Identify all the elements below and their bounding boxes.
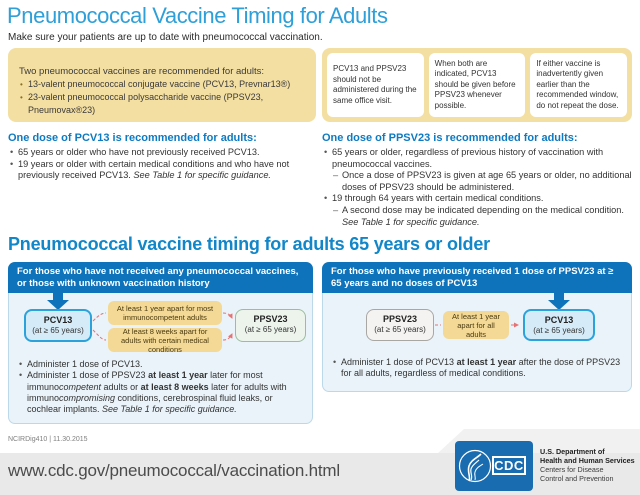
route-label-medical-conditions: At least 8 weeks apart for adults with certain medical conditions (108, 328, 222, 352)
down-arrow-icon (47, 293, 69, 310)
intro-vaccine-bullet: • 13-valent pneumococcal conjugate vaccine (PCV13, Prevnar13®) (19, 78, 310, 91)
intro-notes-card (322, 48, 632, 122)
panel-bullet: • Administer 1 dose of PPSV23 at least 1 year later for most immunocompetent adults or at least 8 weeks later for adults with immunocompromising conditions, cerebrospinal fluid leaks, or cochlear implants. See Table 1 for specific guidance. (17, 370, 306, 415)
ppsv23-box (366, 309, 434, 341)
intro-vaccine-bullet: • 23-valent pneumococcal polysaccharide vaccine (PPSV23, Pneumovax®23) (19, 91, 310, 117)
intro-heading: Two pneumococcal vaccines are recommended for adults: (19, 66, 265, 77)
pcv13-box (24, 309, 92, 342)
note-card: If either vaccine is inadvertently given earlier than the recommended window, do not repeat the dose. (530, 53, 627, 117)
pcv13-recommendation-heading: One dose of PCV13 is recommended for adults: (8, 132, 257, 144)
panel-bullet: • Administer 1 dose of PCV13. (17, 359, 306, 370)
ppsv23-bullet: • 19 through 64 years with certain medical conditions. (322, 193, 632, 205)
ppsv23-recommendation-section (322, 132, 632, 228)
note-card: PCV13 and PPSV23 should not be administered during the same office visit. (327, 53, 424, 117)
ppsv23-box-age: (at ≥ 65 years) (374, 325, 426, 334)
ppsv23-box (235, 309, 306, 342)
intro-recommendation-card (8, 48, 316, 122)
hhs-department-text (540, 447, 635, 483)
page-subtitle: Make sure your patients are up to date with pneumococcal vaccination. (8, 32, 323, 43)
ppsv23-sub-bullet: – A second dose may be indicated depending on the medical condition. See Table 1 for specific guidance. (322, 205, 632, 228)
pcv13-bullet: • 65 years or older who have not previously received PCV13. (8, 147, 318, 159)
timing-section-title: Pneumococcal vaccine timing for adults 65 years or older (8, 234, 490, 254)
panel-bullet: • Administer 1 dose of PCV13 at least 1 year after the dose of PPSV23 for all adults, regardless of medical conditions. (331, 357, 625, 380)
timing-panel-prior-ppsv23-header: For those who have previously received 1 dose of PPSV23 at ≥ 65 years and no doses of PCV13 (322, 262, 632, 293)
pcv13-box-age: (at ≥ 65 years) (533, 326, 585, 335)
dept-line: Centers for Disease (540, 465, 604, 474)
page-title: Pneumococcal Vaccine Timing for Adults (7, 3, 388, 28)
ppsv23-box-label: PPSV23 (382, 314, 418, 324)
ppsv23-recommendation-heading: One dose of PPSV23 is recommended for adults: (322, 132, 578, 144)
pcv13-bullet: • 19 years or older with certain medical conditions and who have not previously received PCV13. See Table 1 for specific guidance. (8, 159, 318, 182)
cdc-url: www.cdc.gov/pneumococcal/vaccination.html (8, 461, 340, 480)
cdc-acronym: CDC (492, 456, 526, 475)
cdc-logo (455, 441, 533, 491)
ppsv23-bullet: • 65 years or older, regardless of previous history of vaccination with pneumococcal vaccines. (322, 147, 632, 170)
pcv13-box-age: (at ≥ 65 years) (32, 326, 84, 335)
ppsv23-sub-bullet: – Once a dose of PPSV23 is given at age 65 years or older, no additional doses of PPSV23 should be administered. (322, 170, 632, 193)
hhs-seal-icon (457, 444, 493, 488)
ppsv23-box-age: (at ≥ 65 years) (244, 325, 297, 334)
timing-panel-no-history (8, 262, 313, 424)
ppsv23-box-label: PPSV23 (253, 314, 288, 324)
route-label-all-adults: At least 1 year apart for all adults (443, 311, 509, 339)
pcv13-recommendation-section (8, 132, 318, 182)
dept-line: Control and Prevention (540, 474, 614, 483)
down-arrow-icon (548, 293, 570, 310)
dept-line: Health and Human Services (540, 456, 635, 465)
timing-panel-prior-ppsv23 (322, 262, 632, 392)
route-label-immunocompetent: At least 1 year apart for most immunocompetent adults (108, 301, 222, 325)
dept-line: U.S. Department of (540, 447, 605, 456)
pcv13-box (523, 309, 595, 341)
document-id: NCIRDig410 | 11.30.2015 (8, 436, 88, 443)
pcv13-box-label: PCV13 (544, 315, 574, 325)
note-card: When both are indicated, PCV13 should be given before PPSV23 whenever possible. (429, 53, 526, 117)
timing-panel-no-history-header: For those who have not received any pneumococcal vaccines, or those with unknown vaccination history (8, 262, 313, 293)
pcv13-box-label: PCV13 (43, 315, 73, 325)
